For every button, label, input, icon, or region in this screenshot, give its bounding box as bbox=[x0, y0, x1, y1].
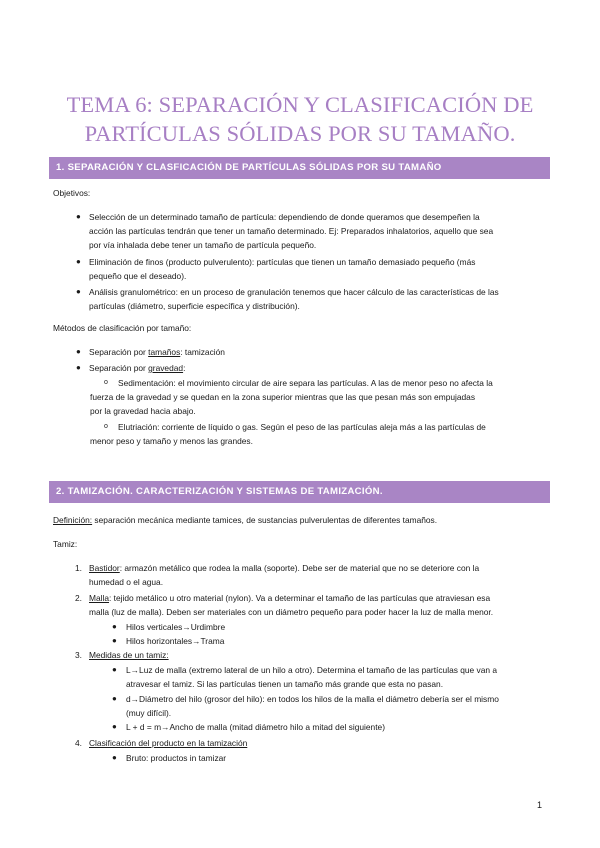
bullet-icon: ● bbox=[76, 212, 81, 221]
malla-subitem-1: Hilos verticales→Urdimbre bbox=[126, 622, 226, 632]
metodo-subitem-1: Sedimentación: el movimiento circular de aire separa las partículas. A las de menor peso no afecta la fuerza de la gravedad y se quedan en la zona superior mientras que las que pesan más son empujadas por la gravedad hacia abajo. bbox=[90, 378, 493, 416]
metodos-label: Métodos de clasificación por tamaño: bbox=[53, 323, 192, 333]
metodo-subitem-2: Elutriación: corriente de líquido o gas. Según el peso de las partículas aleja más a las partículas de menor peso y tamaño y menos las grandes. bbox=[90, 422, 486, 446]
objetivo-item-3: Análisis granulométrico: en un proceso de granulación tenemos que hacer cálculo de las características de las partículas (diámetro, superficie específica y distribución). bbox=[89, 287, 499, 311]
bullet-icon: ● bbox=[76, 287, 81, 296]
bullet-icon: ● bbox=[112, 636, 117, 645]
objetivo-item-1: Selección de un determinado tamaño de partícula: dependiendo de donde queramos que desempeñen la acción las partículas tendrán que tener un tamaño determinado. Ej: Preparados inhalatorios, aquello que sea por vía inhalada debe tener un tamaño de partícula pequeño. bbox=[89, 212, 494, 250]
circle-bullet-icon: o bbox=[104, 379, 108, 386]
tamiz-item-medidas: Medidas de un tamiz: bbox=[89, 650, 169, 660]
list-number: 1. bbox=[75, 563, 82, 573]
tamiz-item-clasificacion: Clasificación del producto en la tamización bbox=[89, 738, 248, 748]
bullet-icon: ● bbox=[112, 665, 117, 674]
list-number: 4. bbox=[75, 738, 82, 748]
bullet-icon: ● bbox=[112, 722, 117, 731]
objetivos-label: Objetivos: bbox=[53, 188, 91, 198]
title-line-2: PARTÍCULAS SÓLIDAS POR SU TAMAÑO. bbox=[84, 121, 516, 146]
tamiz-item-bastidor: Bastidor: armazón metálico que rodea la malla (soporte). Debe ser de material que no se deteriore con la humedad o el agua. bbox=[89, 563, 480, 587]
page-title bbox=[60, 90, 540, 148]
bullet-icon: ● bbox=[112, 622, 117, 631]
title-line-1: TEMA 6: SEPARACIÓN Y CLASIFICACIÓN DE bbox=[66, 92, 534, 117]
list-number: 3. bbox=[75, 650, 82, 660]
page-number: 1 bbox=[537, 800, 543, 810]
clasificacion-subitem-1: Bruto: productos in tamizar bbox=[126, 753, 227, 763]
medidas-subitem-2: d→Diámetro del hilo (grosor del hilo): en todos los hilos de la malla el diámetro debería ser el mismo (muy difícil). bbox=[126, 694, 499, 718]
bullet-icon: ● bbox=[76, 363, 81, 372]
bullet-icon: ● bbox=[112, 753, 117, 762]
section-2-heading: 2. TAMIZACIÓN. CARACTERIZACIÓN Y SISTEMAS DE TAMIZACIÓN. bbox=[49, 481, 550, 503]
objetivo-item-2: Eliminación de finos (producto pulverulento): partículas que tienen un tamaño demasiado pequeño (más pequeño que el deseado). bbox=[89, 257, 476, 281]
section-1-heading: 1. SEPARACIÓN Y CLASFICACIÓN DE PARTÍCULAS SÓLIDAS POR SU TAMAÑO bbox=[49, 157, 550, 179]
bullet-icon: ● bbox=[112, 694, 117, 703]
definicion-paragraph: Definición: separación mecánica mediante tamices, de sustancias pulverulentas de diferentes tamaños. bbox=[53, 515, 438, 525]
metodo-item-2: Separación por gravedad: bbox=[89, 363, 186, 373]
circle-bullet-icon: o bbox=[104, 423, 108, 430]
metodo-item-1: Separación por tamaños: tamización bbox=[89, 347, 225, 357]
medidas-subitem-1: L→Luz de malla (extremo lateral de un hilo a otro). Determina el tamaño de las partículas que van a atravesar el tamiz. Si las partículas tienen un tamaño más grande que esta no pasan. bbox=[126, 665, 498, 689]
tamiz-item-malla: Malla: tejido metálico u otro material (nylon). Va a determinar el tamaño de las partículas que atraviesan esa malla (luz de malla). Deben ser materiales con un diámetro pequeño para poder hacer la luz de malla menor. bbox=[89, 593, 494, 617]
list-number: 2. bbox=[75, 593, 82, 603]
bullet-icon: ● bbox=[76, 347, 81, 356]
bullet-icon: ● bbox=[76, 257, 81, 266]
medidas-subitem-3: L + d = m→Ancho de malla (mitad diámetro hilo a mitad del siguiente) bbox=[126, 722, 385, 732]
tamiz-label: Tamiz: bbox=[53, 539, 78, 549]
malla-subitem-2: Hilos horizontales→Trama bbox=[126, 636, 225, 646]
